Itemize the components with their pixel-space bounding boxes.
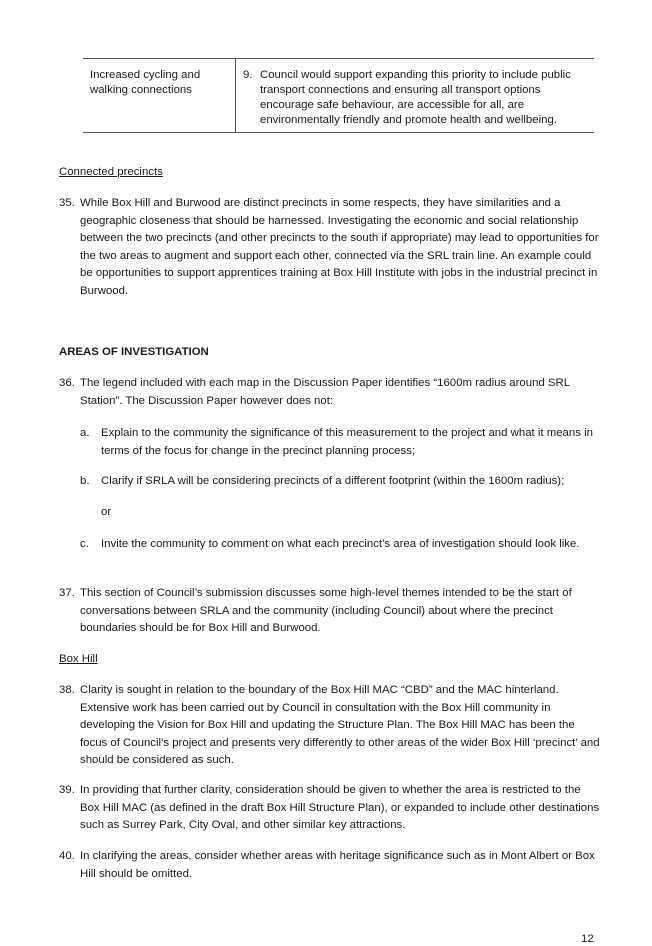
table-left-cell: Increased cycling and walking connections <box>90 69 201 96</box>
paragraph-38-number: 38. <box>59 684 75 696</box>
or-connector: or <box>101 506 112 518</box>
paragraph-39-text: In providing that further clarity, consideration should be given to whether the area is restricted to the Box Hill MAC (as defined in the draft Box Hill Structure Plan), or expanded to include other destinations such as Surrey Park, City Oval, and other similar key attractions. <box>80 784 600 831</box>
box-hill-heading: Box Hill <box>59 653 98 665</box>
item-b-text: Clarify if SRLA will be considering precincts of a different footprint (within the 1600m radius); <box>101 475 565 487</box>
item-c-text: Invite the community to comment on what each precinct’s area of investigation should look like. <box>101 538 580 550</box>
item-a-text: Explain to the community the significance of this measurement to the project and what it means in terms of the focus for change in the precinct planning process; <box>101 427 593 457</box>
paragraph-38-text: Clarity is sought in relation to the boundary of the Box Hill MAC “CBD” and the MAC hinterland. Extensive work has been carried out by Council in consultation with the Box Hill community in developing the Vision for Box Hill and updating the Structure Plan. The Box Hill MAC has been the focus of Council’s project and presents very differently to other areas of the wider Box Hill ‘precinct’ and should be considered as such. <box>80 684 600 766</box>
paragraph-40-number: 40. <box>59 850 75 862</box>
table-column-divider <box>235 59 236 132</box>
paragraph-35-text: While Box Hill and Burwood are distinct precincts in some respects, they have similarities and a geographic closeness that should be harnessed. Investigating the economic and social relationship between the two precincts (and other precincts to the south if appropriate) may lead to opportunities for the two areas to augment and support each other, connected via the SRL train line. An example could be opportunities to support apprentices training at Box Hill Institute with jobs in the industrial precinct in Burwood. <box>80 197 599 297</box>
item-a-letter: a. <box>80 427 90 439</box>
paragraph-40-text: In clarifying the areas, consider whether areas with heritage significance such as in Mont Albert or Box Hill should be omitted. <box>80 850 595 880</box>
paragraph-37-number: 37. <box>59 587 75 599</box>
table-item-number: 9. <box>243 69 253 81</box>
table-item-text: Council would support expanding this priority to include public transport connections and ensuring all transport options encourage safe behaviour, are accessible for all, are environmentally friendly and promote health and wellbeing. <box>260 69 571 126</box>
item-c-letter: c. <box>80 538 89 550</box>
paragraph-39-number: 39. <box>59 784 75 796</box>
paragraph-35-number: 35. <box>59 197 75 209</box>
page-number: 12 <box>581 933 594 945</box>
paragraph-36-text: The legend included with each map in the Discussion Paper identifies “1600m radius around SRL Station”. The Discussion Paper however does not: <box>80 377 570 407</box>
areas-of-investigation-heading: AREAS OF INVESTIGATION <box>59 346 209 358</box>
item-b-letter: b. <box>80 475 90 487</box>
connected-precincts-heading: Connected precincts <box>59 166 163 178</box>
paragraph-36-number: 36. <box>59 377 75 389</box>
paragraph-37-text: This section of Council’s submission discusses some high-level themes intended to be the start of conversations between SRLA and the community (including Council) about where the precinct boundaries should be for Box Hill and Burwood. <box>80 587 572 634</box>
priority-table <box>83 58 594 133</box>
